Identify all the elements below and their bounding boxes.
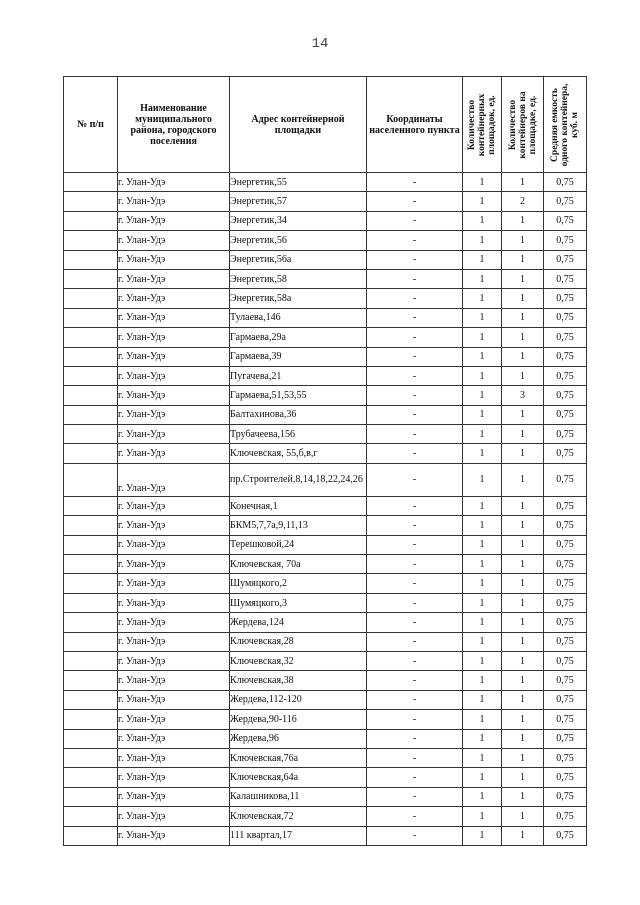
page-number: 14 (311, 36, 329, 52)
cell-coords: - (367, 710, 463, 729)
header-coords: Координаты населенного пункта (367, 77, 463, 173)
cell-district: г. Улан-Удэ (118, 231, 230, 250)
cell-coords: - (367, 555, 463, 574)
cell-coords: - (367, 211, 463, 230)
cell-coords: - (367, 593, 463, 612)
cell-qty-sites: 1 (463, 651, 502, 670)
cell-qty-containers: 1 (502, 444, 544, 463)
cell-address: Жердева,112-120 (230, 690, 367, 709)
cell-qty-containers: 1 (502, 574, 544, 593)
cell-address: Ключевская,64а (230, 768, 367, 787)
cell-district: г. Улан-Удэ (118, 308, 230, 327)
cell-qty-sites: 1 (463, 535, 502, 554)
cell-qty-sites: 1 (463, 192, 502, 211)
cell-qty-containers: 1 (502, 632, 544, 651)
cell-num (64, 250, 118, 269)
cell-avg-volume: 0,75 (544, 826, 587, 845)
table-row (64, 496, 587, 515)
cell-qty-containers: 3 (502, 386, 544, 405)
table-row (64, 651, 587, 670)
table-row (64, 729, 587, 748)
cell-address: Пугачева,21 (230, 366, 367, 385)
cell-district: г. Улан-Удэ (118, 328, 230, 347)
cell-coords: - (367, 328, 463, 347)
cell-coords: - (367, 574, 463, 593)
cell-address: Ключевская, 70а (230, 555, 367, 574)
cell-coords: - (367, 192, 463, 211)
cell-avg-volume: 0,75 (544, 748, 587, 767)
cell-qty-sites: 1 (463, 269, 502, 288)
cell-district: г. Улан-Удэ (118, 535, 230, 554)
table-row (64, 593, 587, 612)
cell-address: Шумяцкого,2 (230, 574, 367, 593)
cell-qty-sites: 1 (463, 463, 502, 496)
cell-coords: - (367, 826, 463, 845)
cell-coords: - (367, 516, 463, 535)
cell-num (64, 211, 118, 230)
cell-address: 111 квартал,17 (230, 826, 367, 845)
table-row (64, 768, 587, 787)
cell-qty-sites: 1 (463, 308, 502, 327)
cell-qty-sites: 1 (463, 690, 502, 709)
cell-district: г. Улан-Удэ (118, 425, 230, 444)
cell-avg-volume: 0,75 (544, 593, 587, 612)
cell-qty-sites: 1 (463, 347, 502, 366)
cell-address: Ключевская,32 (230, 651, 367, 670)
cell-address: Конечная,1 (230, 496, 367, 515)
table-row (64, 250, 587, 269)
cell-num (64, 308, 118, 327)
cell-avg-volume: 0,75 (544, 787, 587, 806)
cell-qty-containers: 1 (502, 768, 544, 787)
table-row (64, 671, 587, 690)
cell-qty-sites: 1 (463, 496, 502, 515)
cell-num (64, 405, 118, 424)
cell-qty-containers: 1 (502, 516, 544, 535)
cell-qty-containers: 1 (502, 211, 544, 230)
cell-qty-sites: 1 (463, 516, 502, 535)
cell-num (64, 289, 118, 308)
cell-qty-containers: 1 (502, 807, 544, 826)
cell-num (64, 444, 118, 463)
cell-coords: - (367, 787, 463, 806)
table-row (64, 347, 587, 366)
cell-num (64, 593, 118, 612)
table-row (64, 386, 587, 405)
table-row (64, 574, 587, 593)
cell-qty-sites: 1 (463, 729, 502, 748)
cell-qty-containers: 1 (502, 347, 544, 366)
cell-district: г. Улан-Удэ (118, 516, 230, 535)
cell-avg-volume: 0,75 (544, 386, 587, 405)
cell-address: БКМ5,7,7а,9,11,13 (230, 516, 367, 535)
cell-district: г. Улан-Удэ (118, 444, 230, 463)
cell-coords: - (367, 173, 463, 192)
cell-num (64, 651, 118, 670)
table-row (64, 555, 587, 574)
container-sites-table (63, 76, 587, 846)
cell-avg-volume: 0,75 (544, 405, 587, 424)
cell-qty-containers: 1 (502, 826, 544, 845)
cell-district: г. Улан-Удэ (118, 574, 230, 593)
cell-avg-volume: 0,75 (544, 192, 587, 211)
cell-coords: - (367, 269, 463, 288)
cell-qty-sites: 1 (463, 555, 502, 574)
cell-district: г. Улан-Удэ (118, 211, 230, 230)
table-row (64, 787, 587, 806)
cell-address: Энергетик,56 (230, 231, 367, 250)
cell-district: г. Улан-Удэ (118, 710, 230, 729)
cell-num (64, 328, 118, 347)
cell-address: Энергетик,58 (230, 269, 367, 288)
cell-district: г. Улан-Удэ (118, 651, 230, 670)
cell-address: Ключевская,28 (230, 632, 367, 651)
cell-qty-sites: 1 (463, 613, 502, 632)
cell-avg-volume: 0,75 (544, 710, 587, 729)
cell-qty-containers: 1 (502, 671, 544, 690)
cell-avg-volume: 0,75 (544, 250, 587, 269)
cell-district: г. Улан-Удэ (118, 386, 230, 405)
cell-coords: - (367, 729, 463, 748)
cell-qty-containers: 1 (502, 555, 544, 574)
cell-coords: - (367, 807, 463, 826)
cell-num (64, 463, 118, 496)
cell-address: Жердева,124 (230, 613, 367, 632)
table-row (64, 366, 587, 385)
cell-num (64, 826, 118, 845)
table-row (64, 192, 587, 211)
cell-avg-volume: 0,75 (544, 269, 587, 288)
cell-avg-volume: 0,75 (544, 632, 587, 651)
table-row (64, 516, 587, 535)
cell-district: г. Улан-Удэ (118, 671, 230, 690)
cell-num (64, 729, 118, 748)
table-row (64, 632, 587, 651)
cell-num (64, 710, 118, 729)
cell-coords: - (367, 347, 463, 366)
cell-avg-volume: 0,75 (544, 231, 587, 250)
cell-address: Шумяцкого,3 (230, 593, 367, 612)
table-row (64, 425, 587, 444)
cell-num (64, 613, 118, 632)
cell-qty-sites: 1 (463, 807, 502, 826)
table-row (64, 826, 587, 845)
cell-address: Трубачеева,156 (230, 425, 367, 444)
cell-num (64, 535, 118, 554)
cell-num (64, 690, 118, 709)
table-row (64, 211, 587, 230)
cell-num (64, 768, 118, 787)
table-row (64, 535, 587, 554)
cell-qty-sites: 1 (463, 574, 502, 593)
cell-qty-sites: 1 (463, 366, 502, 385)
cell-district: г. Улан-Удэ (118, 729, 230, 748)
cell-qty-sites: 1 (463, 826, 502, 845)
cell-district: г. Улан-Удэ (118, 347, 230, 366)
cell-qty-containers: 1 (502, 173, 544, 192)
cell-qty-sites: 1 (463, 787, 502, 806)
table-row (64, 748, 587, 767)
cell-qty-containers: 1 (502, 328, 544, 347)
cell-qty-containers: 1 (502, 425, 544, 444)
cell-avg-volume: 0,75 (544, 690, 587, 709)
table-row (64, 807, 587, 826)
cell-avg-volume: 0,75 (544, 211, 587, 230)
cell-address: Энергетик,34 (230, 211, 367, 230)
header-qty-sites (463, 77, 502, 173)
cell-qty-containers: 2 (502, 192, 544, 211)
cell-coords: - (367, 308, 463, 327)
cell-district: г. Улан-Удэ (118, 826, 230, 845)
cell-coords: - (367, 444, 463, 463)
table-row (64, 328, 587, 347)
cell-avg-volume: 0,75 (544, 768, 587, 787)
cell-qty-containers: 1 (502, 710, 544, 729)
cell-address: Тулаева,146 (230, 308, 367, 327)
cell-num (64, 192, 118, 211)
cell-num (64, 632, 118, 651)
cell-address: Гармаева,51,53,55 (230, 386, 367, 405)
cell-avg-volume: 0,75 (544, 463, 587, 496)
cell-qty-sites: 1 (463, 671, 502, 690)
cell-qty-containers: 1 (502, 593, 544, 612)
cell-avg-volume: 0,75 (544, 729, 587, 748)
cell-coords: - (367, 366, 463, 385)
cell-coords: - (367, 748, 463, 767)
table-row (64, 173, 587, 192)
cell-avg-volume: 0,75 (544, 328, 587, 347)
cell-num (64, 516, 118, 535)
cell-coords: - (367, 386, 463, 405)
cell-qty-sites: 1 (463, 173, 502, 192)
header-qty-sites-text: Количество контейнерных площадок, ед. (467, 93, 497, 156)
cell-coords: - (367, 535, 463, 554)
header-avg-volume-text: Средняя емкость одного контейнера, куб. м (550, 83, 580, 166)
cell-num (64, 748, 118, 767)
cell-address: Гармаева,29а (230, 328, 367, 347)
cell-avg-volume: 0,75 (544, 807, 587, 826)
cell-address: Жердева,90-116 (230, 710, 367, 729)
cell-qty-containers: 1 (502, 308, 544, 327)
cell-qty-containers: 1 (502, 463, 544, 496)
cell-qty-sites: 1 (463, 710, 502, 729)
cell-address: Балтахинова,36 (230, 405, 367, 424)
cell-district: г. Улан-Удэ (118, 366, 230, 385)
cell-qty-sites: 1 (463, 231, 502, 250)
cell-num (64, 231, 118, 250)
header-district: Наименование муниципального района, городского поселения (118, 77, 230, 173)
cell-district: г. Улан-Удэ (118, 613, 230, 632)
cell-coords: - (367, 613, 463, 632)
cell-qty-containers: 1 (502, 250, 544, 269)
cell-address: Терешковой,24 (230, 535, 367, 554)
cell-qty-sites: 1 (463, 328, 502, 347)
header-num: № п/п (64, 77, 118, 173)
cell-qty-sites: 1 (463, 211, 502, 230)
cell-qty-containers: 1 (502, 269, 544, 288)
cell-district: г. Улан-Удэ (118, 269, 230, 288)
cell-district: г. Улан-Удэ (118, 555, 230, 574)
cell-avg-volume: 0,75 (544, 308, 587, 327)
table-row (64, 613, 587, 632)
cell-avg-volume: 0,75 (544, 347, 587, 366)
header-avg-volume (544, 77, 587, 173)
cell-avg-volume: 0,75 (544, 289, 587, 308)
cell-address: Ключевская,38 (230, 671, 367, 690)
cell-coords: - (367, 463, 463, 496)
cell-district: г. Улан-Удэ (118, 289, 230, 308)
cell-address: Гармаева,39 (230, 347, 367, 366)
cell-coords: - (367, 425, 463, 444)
table-row (64, 308, 587, 327)
cell-coords: - (367, 690, 463, 709)
cell-qty-containers: 1 (502, 690, 544, 709)
cell-qty-containers: 1 (502, 289, 544, 308)
cell-coords: - (367, 250, 463, 269)
cell-num (64, 269, 118, 288)
table-row (64, 444, 587, 463)
cell-qty-containers: 1 (502, 496, 544, 515)
cell-address: Ключевская,76а (230, 748, 367, 767)
cell-qty-sites: 1 (463, 386, 502, 405)
cell-coords: - (367, 671, 463, 690)
cell-qty-containers: 1 (502, 535, 544, 554)
table-row (64, 690, 587, 709)
cell-num (64, 366, 118, 385)
cell-avg-volume: 0,75 (544, 425, 587, 444)
cell-district: г. Улан-Удэ (118, 632, 230, 651)
table-row (64, 710, 587, 729)
header-qty-containers (502, 77, 544, 173)
cell-qty-sites: 1 (463, 593, 502, 612)
cell-avg-volume: 0,75 (544, 366, 587, 385)
cell-avg-volume: 0,75 (544, 555, 587, 574)
cell-qty-containers: 1 (502, 748, 544, 767)
cell-district: г. Улан-Удэ (118, 173, 230, 192)
cell-qty-containers: 1 (502, 613, 544, 632)
cell-num (64, 807, 118, 826)
cell-qty-containers: 1 (502, 651, 544, 670)
table-row (64, 231, 587, 250)
cell-coords: - (367, 496, 463, 515)
cell-num (64, 574, 118, 593)
cell-qty-containers: 1 (502, 729, 544, 748)
table-row (64, 289, 587, 308)
cell-qty-sites: 1 (463, 748, 502, 767)
cell-avg-volume: 0,75 (544, 496, 587, 515)
cell-coords: - (367, 768, 463, 787)
cell-qty-sites: 1 (463, 768, 502, 787)
table-row (64, 405, 587, 424)
cell-address: Энергетик,55 (230, 173, 367, 192)
cell-coords: - (367, 405, 463, 424)
cell-coords: - (367, 651, 463, 670)
cell-district: г. Улан-Удэ (118, 768, 230, 787)
cell-address: пр.Строителей,8,14,18,22,24,26 (230, 463, 367, 496)
table-body (64, 173, 587, 846)
cell-coords: - (367, 289, 463, 308)
cell-qty-sites: 1 (463, 405, 502, 424)
cell-qty-sites: 1 (463, 250, 502, 269)
cell-district: г. Улан-Удэ (118, 192, 230, 211)
cell-qty-sites: 1 (463, 425, 502, 444)
cell-qty-containers: 1 (502, 405, 544, 424)
cell-qty-containers: 1 (502, 787, 544, 806)
cell-district: г. Улан-Удэ (118, 807, 230, 826)
cell-qty-sites: 1 (463, 632, 502, 651)
table-row (64, 463, 587, 496)
cell-district: г. Улан-Удэ (118, 787, 230, 806)
cell-avg-volume: 0,75 (544, 444, 587, 463)
cell-address: Ключевская,72 (230, 807, 367, 826)
cell-district: г. Улан-Удэ (118, 463, 230, 496)
cell-qty-sites: 1 (463, 289, 502, 308)
header-qty-containers-text: Количество контейнеров на площадке, ед. (507, 90, 538, 159)
cell-district: г. Улан-Удэ (118, 690, 230, 709)
cell-num (64, 173, 118, 192)
cell-coords: - (367, 231, 463, 250)
cell-district: г. Улан-Удэ (118, 250, 230, 269)
cell-avg-volume: 0,75 (544, 535, 587, 554)
table-header-row (64, 77, 587, 173)
cell-address: Калашникова,11 (230, 787, 367, 806)
cell-avg-volume: 0,75 (544, 173, 587, 192)
cell-num (64, 496, 118, 515)
cell-num (64, 386, 118, 405)
cell-address: Ключевская, 55,б,в,г (230, 444, 367, 463)
cell-avg-volume: 0,75 (544, 651, 587, 670)
cell-district: г. Улан-Удэ (118, 496, 230, 515)
cell-num (64, 555, 118, 574)
cell-district: г. Улан-Удэ (118, 593, 230, 612)
cell-qty-containers: 1 (502, 231, 544, 250)
cell-address: Энергетик,58а (230, 289, 367, 308)
cell-num (64, 347, 118, 366)
cell-coords: - (367, 632, 463, 651)
cell-avg-volume: 0,75 (544, 574, 587, 593)
cell-district: г. Улан-Удэ (118, 748, 230, 767)
cell-qty-sites: 1 (463, 444, 502, 463)
cell-qty-containers: 1 (502, 366, 544, 385)
cell-avg-volume: 0,75 (544, 613, 587, 632)
cell-avg-volume: 0,75 (544, 516, 587, 535)
cell-avg-volume: 0,75 (544, 671, 587, 690)
cell-address: Жердева,96 (230, 729, 367, 748)
cell-district: г. Улан-Удэ (118, 405, 230, 424)
cell-num (64, 425, 118, 444)
table-row (64, 269, 587, 288)
cell-address: Энергетик,57 (230, 192, 367, 211)
cell-address: Энергетик,56а (230, 250, 367, 269)
header-address: Адрес контейнерной площадки (230, 77, 367, 173)
cell-num (64, 787, 118, 806)
cell-num (64, 671, 118, 690)
